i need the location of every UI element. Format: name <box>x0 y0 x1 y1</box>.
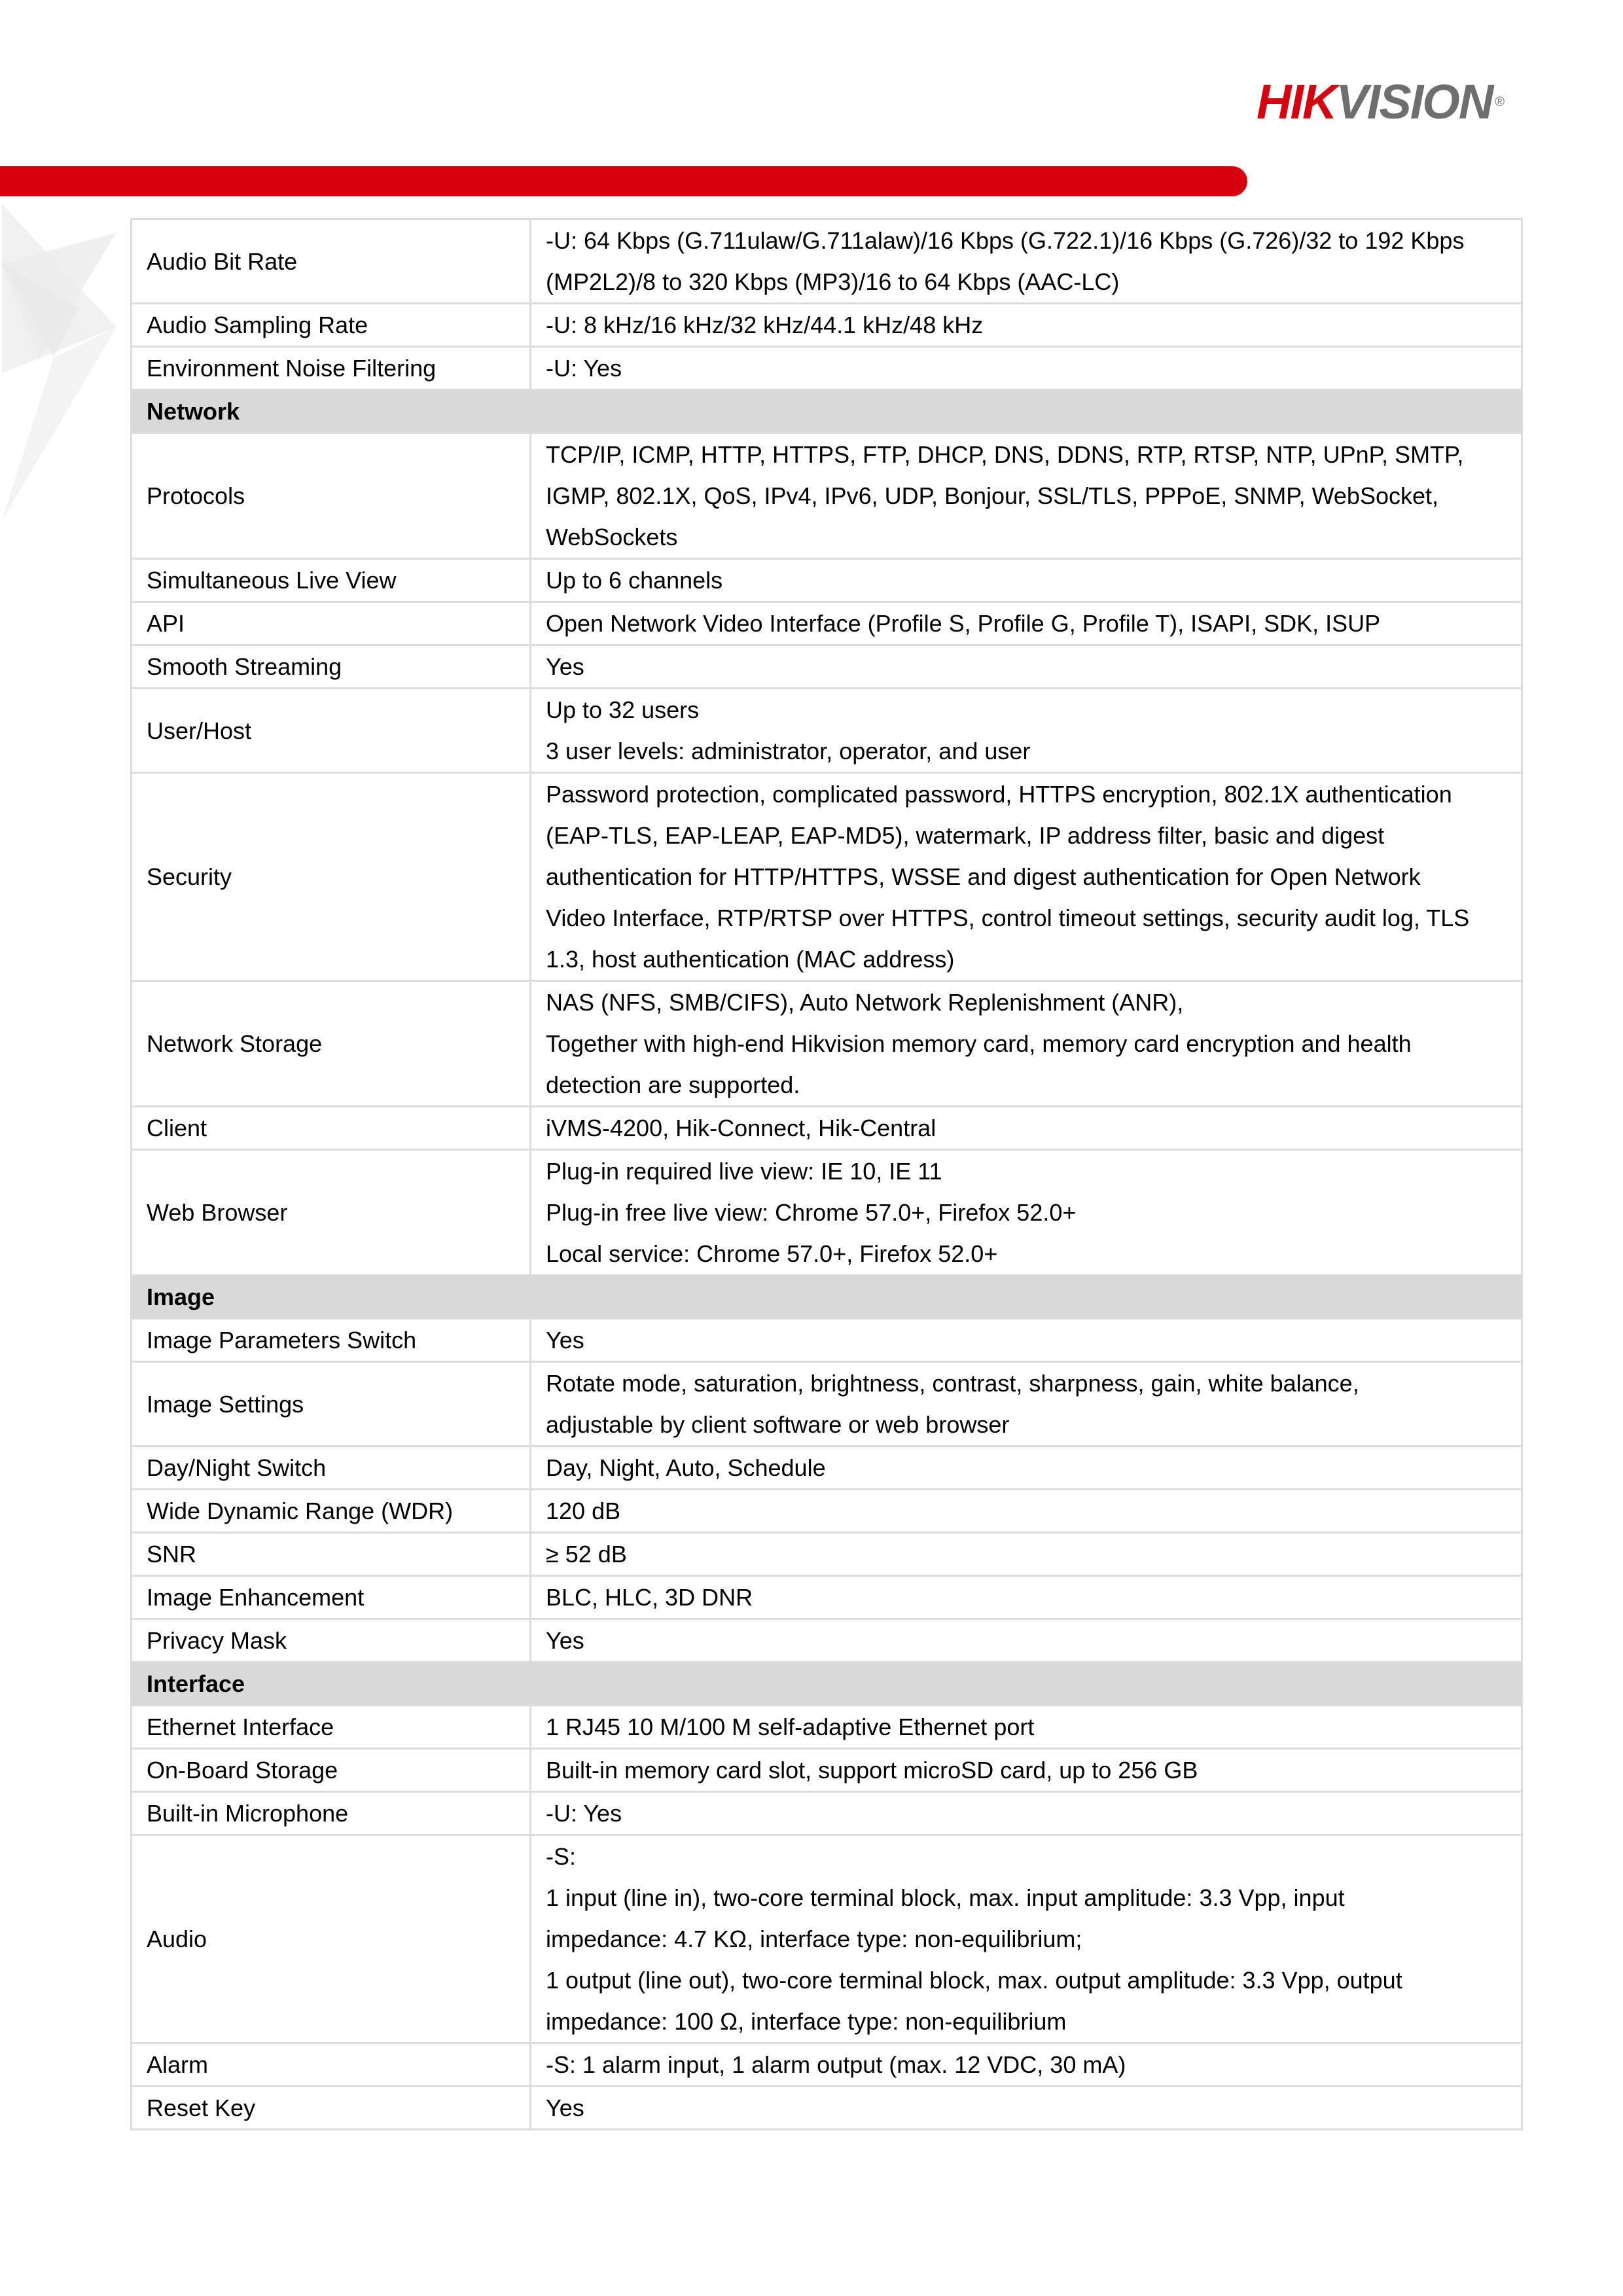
spec-value-line: Video Interface, RTP/RTSP over HTTPS, control timeout settings, security audit log, TLS <box>546 905 1470 931</box>
spec-value <box>531 2043 1522 2087</box>
spec-value-line: Together with high-end Hikvision memory card, memory card encryption and health <box>546 1030 1412 1057</box>
spec-value-line: Up to 6 channels <box>546 567 723 594</box>
spec-value <box>531 1835 1522 2043</box>
section-header <box>132 390 1522 433</box>
decorative-watermark <box>0 196 131 537</box>
spec-value <box>531 1533 1522 1576</box>
spec-value-line: 120 dB <box>546 1498 621 1524</box>
spec-label: Protocols <box>132 433 531 559</box>
spec-value-line: -U: Yes <box>546 355 622 382</box>
spec-value-line: -S: <box>546 1843 577 1870</box>
spec-value <box>531 2087 1522 2130</box>
spec-label: Environment Noise Filtering <box>132 347 531 390</box>
spec-label: SNR <box>132 1533 531 1576</box>
spec-table-body <box>132 219 1522 2130</box>
spec-value-line: 1.3, host authentication (MAC address) <box>546 946 955 973</box>
spec-value-line: -U: Yes <box>546 1800 622 1827</box>
spec-row <box>132 602 1522 645</box>
spec-row <box>132 1835 1522 2043</box>
spec-value <box>531 1319 1522 1362</box>
logo-hik: HIK <box>1257 75 1336 129</box>
spec-value <box>531 981 1522 1107</box>
spec-value-line: Built-in memory card slot, support microSD card, up to 256 GB <box>546 1757 1198 1784</box>
section-title: Interface <box>132 1662 1522 1706</box>
section-header <box>132 1662 1522 1706</box>
spec-value-line: Plug-in free live view: Chrome 57.0+, Firefox 52.0+ <box>546 1199 1077 1226</box>
spec-label: Alarm <box>132 2043 531 2087</box>
spec-row <box>132 689 1522 773</box>
spec-row <box>132 773 1522 981</box>
spec-label: Privacy Mask <box>132 1619 531 1662</box>
spec-value-line: 1 RJ45 10 M/100 M self-adaptive Ethernet port <box>546 1713 1035 1740</box>
spec-label: Simultaneous Live View <box>132 559 531 602</box>
spec-row <box>132 219 1522 304</box>
spec-label: On-Board Storage <box>132 1749 531 1792</box>
spec-row <box>132 1362 1522 1446</box>
spec-value-line: Yes <box>546 1627 584 1654</box>
spec-value-line: Open Network Video Interface (Profile S, Profile G, Profile T), ISAPI, SDK, ISUP <box>546 610 1381 637</box>
spec-label: Audio Bit Rate <box>132 219 531 304</box>
spec-value-line: ≥ 52 dB <box>546 1541 627 1568</box>
spec-value-line: BLC, HLC, 3D DNR <box>546 1584 753 1611</box>
spec-value <box>531 347 1522 390</box>
spec-row <box>132 2043 1522 2087</box>
spec-row <box>132 1107 1522 1150</box>
hikvision-logo <box>1257 76 1503 128</box>
spec-value-line: (EAP-TLS, EAP-LEAP, EAP-MD5), watermark, IP address filter, basic and digest <box>546 822 1385 849</box>
spec-row <box>132 1706 1522 1749</box>
spec-row <box>132 1490 1522 1533</box>
spec-value-line: NAS (NFS, SMB/CIFS), Auto Network Replenishment (ANR), <box>546 989 1184 1016</box>
spec-value <box>531 1150 1522 1276</box>
spec-label: Network Storage <box>132 981 531 1107</box>
spec-label: Web Browser <box>132 1150 531 1276</box>
spec-label: Image Settings <box>132 1362 531 1446</box>
spec-row <box>132 433 1522 559</box>
spec-value-line: Yes <box>546 653 584 680</box>
spec-value-line: Password protection, complicated password, HTTPS encryption, 802.1X authentication <box>546 781 1452 808</box>
spec-value <box>531 559 1522 602</box>
spec-row <box>132 1446 1522 1490</box>
spec-value-line: WebSockets <box>546 524 678 550</box>
spec-label: Image Parameters Switch <box>132 1319 531 1362</box>
spec-row <box>132 1749 1522 1792</box>
spec-value-line: 1 input (line in), two-core terminal block, max. input amplitude: 3.3 Vpp, input <box>546 1884 1345 1911</box>
spec-label: Wide Dynamic Range (WDR) <box>132 1490 531 1533</box>
section-header <box>132 1276 1522 1319</box>
spec-value <box>531 1619 1522 1662</box>
spec-value-line: IGMP, 802.1X, QoS, IPv4, IPv6, UDP, Bonjour, SSL/TLS, PPPoE, SNMP, WebSocket, <box>546 482 1439 509</box>
spec-value <box>531 645 1522 689</box>
header-red-bar <box>0 166 1247 196</box>
spec-label: Built-in Microphone <box>132 1792 531 1835</box>
spec-row <box>132 1576 1522 1619</box>
spec-row <box>132 1319 1522 1362</box>
spec-value-line: Rotate mode, saturation, brightness, contrast, sharpness, gain, white balance, <box>546 1370 1359 1397</box>
spec-value-line: 1 output (line out), two-core terminal block, max. output amplitude: 3.3 Vpp, output <box>546 1967 1402 1994</box>
spec-value <box>531 1446 1522 1490</box>
spec-value-line: impedance: 100 Ω, interface type: non-equilibrium <box>546 2008 1067 2035</box>
spec-value-line: Yes <box>546 2094 584 2121</box>
spec-value <box>531 1107 1522 1150</box>
spec-label: Security <box>132 773 531 981</box>
spec-value-line: -U: 64 Kbps (G.711ulaw/G.711alaw)/16 Kbps (G.722.1)/16 Kbps (G.726)/32 to 192 Kbps <box>546 227 1465 254</box>
spec-value-line: adjustable by client software or web browser <box>546 1411 1010 1438</box>
spec-value-line: authentication for HTTP/HTTPS, WSSE and digest authentication for Open Network <box>546 863 1421 890</box>
spec-value-line: Plug-in required live view: IE 10, IE 11 <box>546 1158 942 1185</box>
spec-row <box>132 559 1522 602</box>
spec-row <box>132 304 1522 347</box>
spec-table <box>130 218 1523 2130</box>
spec-label: Client <box>132 1107 531 1150</box>
spec-value <box>531 602 1522 645</box>
spec-label: Image Enhancement <box>132 1576 531 1619</box>
spec-label: User/Host <box>132 689 531 773</box>
spec-label: Day/Night Switch <box>132 1446 531 1490</box>
spec-value-line: Yes <box>546 1327 584 1354</box>
spec-value <box>531 773 1522 981</box>
spec-value <box>531 1706 1522 1749</box>
spec-label: Audio <box>132 1835 531 2043</box>
spec-label: Audio Sampling Rate <box>132 304 531 347</box>
registered-mark: ® <box>1495 95 1504 109</box>
spec-row <box>132 1792 1522 1835</box>
spec-value <box>531 1490 1522 1533</box>
spec-value-line: impedance: 4.7 KΩ, interface type: non-equilibrium; <box>546 1926 1082 1952</box>
spec-row <box>132 1619 1522 1662</box>
spec-label: Ethernet Interface <box>132 1706 531 1749</box>
spec-row <box>132 2087 1522 2130</box>
spec-value <box>531 1792 1522 1835</box>
spec-value-line: Up to 32 users <box>546 696 700 723</box>
spec-row <box>132 347 1522 390</box>
spec-value <box>531 1749 1522 1792</box>
section-title: Network <box>132 390 1522 433</box>
spec-value-line: TCP/IP, ICMP, HTTP, HTTPS, FTP, DHCP, DNS, DDNS, RTP, RTSP, NTP, UPnP, SMTP, <box>546 441 1464 468</box>
spec-value <box>531 1576 1522 1619</box>
spec-label: Reset Key <box>132 2087 531 2130</box>
spec-value-line: (MP2L2)/8 to 320 Kbps (MP3)/16 to 64 Kbps (AAC-LC) <box>546 268 1120 295</box>
spec-value <box>531 1362 1522 1446</box>
logo-vision: VISION <box>1336 75 1493 129</box>
spec-value <box>531 433 1522 559</box>
spec-row <box>132 1533 1522 1576</box>
spec-row <box>132 645 1522 689</box>
spec-value-line: -U: 8 kHz/16 kHz/32 kHz/44.1 kHz/48 kHz <box>546 312 984 338</box>
section-title: Image <box>132 1276 1522 1319</box>
spec-row <box>132 1150 1522 1276</box>
spec-label: Smooth Streaming <box>132 645 531 689</box>
spec-value-line: Day, Night, Auto, Schedule <box>546 1454 826 1481</box>
spec-label: API <box>132 602 531 645</box>
spec-value-line: 3 user levels: administrator, operator, and user <box>546 738 1031 764</box>
spec-value-line: iVMS-4200, Hik-Connect, Hik-Central <box>546 1115 936 1141</box>
spec-value <box>531 304 1522 347</box>
spec-value-line: detection are supported. <box>546 1071 800 1098</box>
spec-value <box>531 689 1522 773</box>
spec-value-line: Local service: Chrome 57.0+, Firefox 52.0+ <box>546 1240 998 1267</box>
spec-row <box>132 981 1522 1107</box>
spec-value <box>531 219 1522 304</box>
spec-value-line: -S: 1 alarm input, 1 alarm output (max. 12 VDC, 30 mA) <box>546 2051 1126 2078</box>
